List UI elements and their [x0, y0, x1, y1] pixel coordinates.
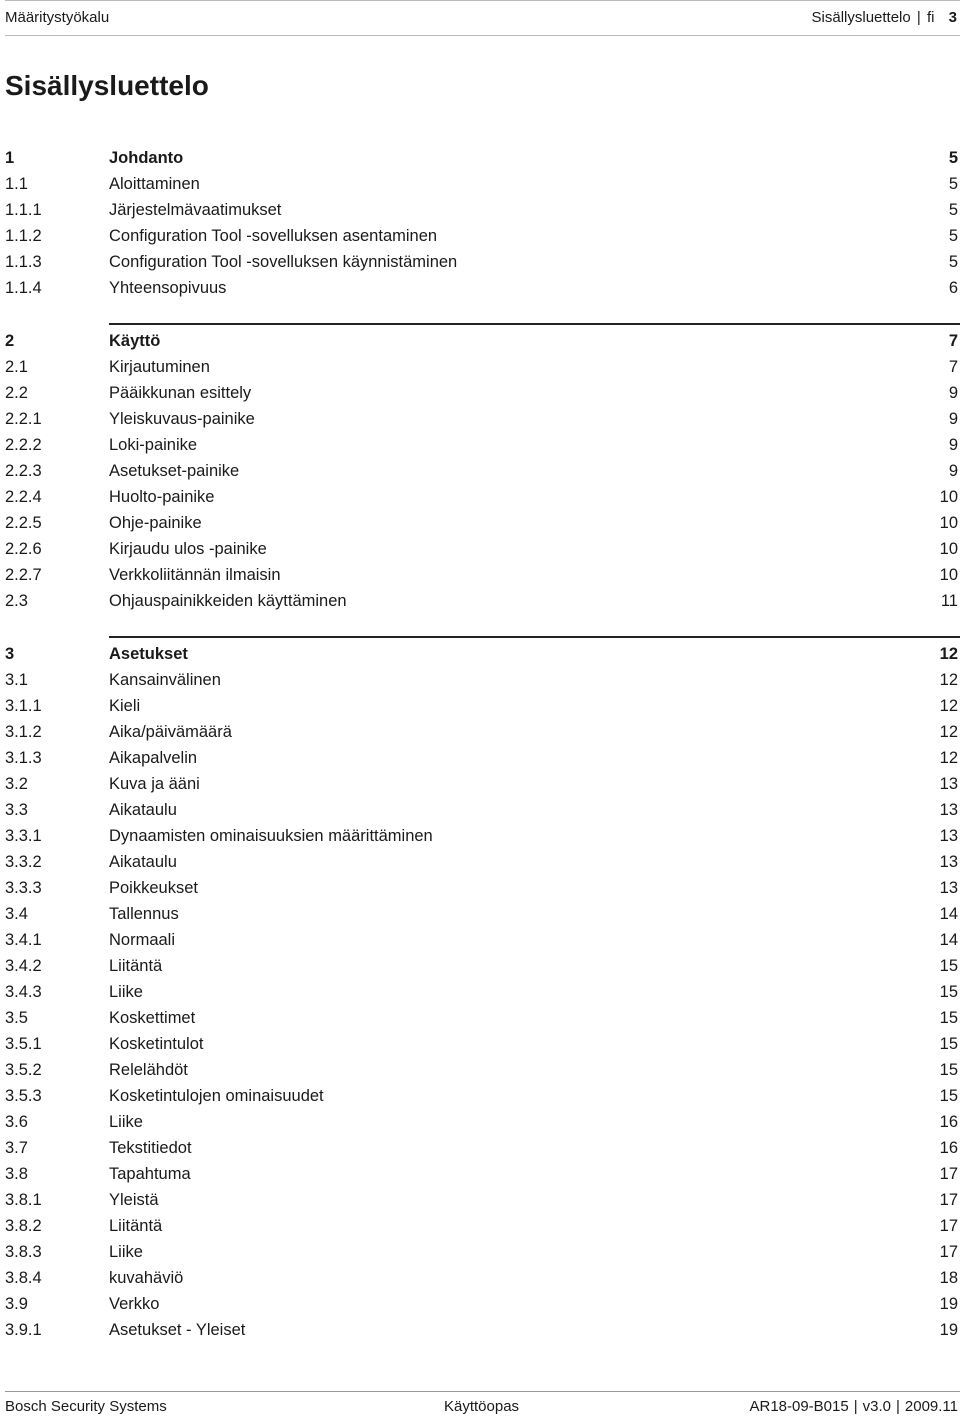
toc-entry-page: 15 [939, 1061, 958, 1079]
toc-entry-title: Yleistä [109, 1191, 159, 1209]
toc-entry-title: kuvahäviö [109, 1269, 184, 1287]
toc-entry-page: 16 [939, 1139, 958, 1157]
toc-entry-page: 14 [939, 905, 958, 923]
toc-entry-page: 7 [948, 332, 958, 350]
toc-entry-page: 5 [948, 149, 958, 167]
toc-entry-page: 9 [948, 436, 958, 454]
toc-entry-page: 15 [939, 983, 958, 1001]
toc-entry-page: 15 [939, 1087, 958, 1105]
toc-entry-number: 1 [5, 149, 15, 167]
toc-entry-title: Tapahtuma [109, 1165, 191, 1183]
toc-entry-title: Tekstitiedot [109, 1139, 192, 1157]
toc-entry-number: 2.2.3 [5, 462, 42, 480]
toc-entry-title: Liitäntä [109, 1217, 163, 1235]
toc-entry-title: Asetukset-painike [109, 462, 240, 480]
toc-entry-page: 17 [939, 1243, 958, 1261]
toc-entry[interactable] [5, 536, 960, 562]
page-title: Sisällysluettelo [5, 70, 209, 101]
toc-chapter-heading[interactable] [5, 145, 960, 171]
footer-company: Bosch Security Systems [5, 1398, 167, 1415]
toc-entry-number: 3.9.1 [5, 1321, 42, 1339]
toc-entry[interactable] [5, 745, 960, 771]
toc-entry-number: 1.1.2 [5, 227, 42, 245]
toc-entry-page: 12 [939, 671, 958, 689]
toc-entry-title: Asetukset [109, 645, 188, 663]
toc-entry-number: 3.9 [5, 1295, 28, 1313]
toc-entry[interactable] [5, 223, 960, 249]
toc-entry[interactable] [5, 1031, 960, 1057]
toc-entry-title: Asetukset - Yleiset [109, 1321, 246, 1339]
toc-entry[interactable] [5, 562, 960, 588]
toc-entry-page: 15 [939, 1035, 958, 1053]
toc-entry-title: Configuration Tool -sovelluksen käynnistäminen [109, 253, 458, 271]
toc-entry-number: 3.4.1 [5, 931, 42, 949]
toc-entry-number: 3.5.1 [5, 1035, 42, 1053]
toc-entry[interactable] [5, 719, 960, 745]
toc-entry-number: 3.2 [5, 775, 28, 793]
toc-entry[interactable] [5, 1187, 960, 1213]
header-chapter: Sisällysluettelo [811, 9, 911, 26]
toc-entry-page: 13 [939, 879, 958, 897]
toc-entry-page: 10 [939, 566, 958, 584]
toc-entry-title: Verkkoliitännän ilmaisin [109, 566, 281, 584]
toc-entry-title: Huolto-painike [109, 488, 215, 506]
toc-entry[interactable] [5, 354, 960, 380]
toc-entry[interactable] [5, 1109, 960, 1135]
toc-entry[interactable] [5, 1083, 960, 1109]
toc-entry-number: 3 [5, 645, 15, 663]
toc-entry-title: Dynaamisten ominaisuuksien määrittäminen [109, 827, 433, 845]
toc-entry-title: Kirjautuminen [109, 358, 210, 376]
toc-chapter-1 [5, 145, 960, 301]
footer-doc-id: AR18-09-B015 [749, 1398, 849, 1415]
toc-entry-number: 2.3 [5, 592, 28, 610]
toc-entry-number: 3.7 [5, 1139, 28, 1157]
toc-entry[interactable] [5, 432, 960, 458]
header-language: fi [926, 9, 935, 26]
toc-entry-page: 16 [939, 1113, 958, 1131]
toc-entry[interactable] [5, 380, 960, 406]
toc-entry[interactable] [5, 197, 960, 223]
toc-entry[interactable] [5, 275, 960, 301]
toc-entry-number: 3.1.2 [5, 723, 42, 741]
toc-entry-page: 9 [948, 384, 958, 402]
toc-entry-title: Liitäntä [109, 957, 163, 975]
toc-entry[interactable] [5, 1057, 960, 1083]
toc-entry-page: 6 [948, 279, 958, 297]
toc-entry-title: Kuva ja ääni [109, 775, 200, 793]
toc-entry[interactable] [5, 458, 960, 484]
footer-version: v3.0 [862, 1398, 891, 1415]
table-of-contents [5, 145, 960, 1365]
toc-entry-number: 3.1.3 [5, 749, 42, 767]
toc-entry-page: 17 [939, 1165, 958, 1183]
toc-entry-page: 7 [948, 358, 958, 376]
toc-entry-number: 2.2.6 [5, 540, 42, 558]
toc-entry-page: 5 [948, 201, 958, 219]
toc-entry[interactable] [5, 693, 960, 719]
toc-entry-title: Liike [109, 1243, 143, 1261]
toc-entry[interactable] [5, 406, 960, 432]
toc-entry[interactable] [5, 953, 960, 979]
toc-entry-number: 2.2 [5, 384, 28, 402]
toc-entry-title: Aloittaminen [109, 175, 200, 193]
toc-entry-page: 14 [939, 931, 958, 949]
toc-entry-number: 3.8.4 [5, 1269, 42, 1287]
toc-entry[interactable] [5, 249, 960, 275]
toc-entry[interactable] [5, 1239, 960, 1265]
toc-entry-title: Aikapalvelin [109, 749, 198, 767]
header-right [812, 1, 957, 34]
toc-entry-page: 17 [939, 1217, 958, 1235]
toc-entry-number: 2 [5, 332, 15, 350]
toc-entry[interactable] [5, 901, 960, 927]
toc-entry-number: 2.2.5 [5, 514, 42, 532]
toc-entry-number: 3.3.2 [5, 853, 42, 871]
toc-entry-title: Aikataulu [109, 801, 177, 819]
toc-entry-title: Aika/päivämäärä [109, 723, 232, 741]
toc-entry-title: Loki-painike [109, 436, 198, 454]
toc-chapter-heading[interactable] [5, 641, 960, 667]
toc-entry-number: 2.1 [5, 358, 28, 376]
toc-entry-number: 3.8 [5, 1165, 28, 1183]
header-separator: | [916, 9, 921, 26]
toc-entry-number: 2.2.7 [5, 566, 42, 584]
toc-entry-page: 10 [939, 540, 958, 558]
toc-entry-title: Verkko [109, 1295, 160, 1313]
toc-entry-page: 13 [939, 827, 958, 845]
toc-entry-page: 12 [939, 645, 958, 663]
toc-entry-page: 12 [939, 697, 958, 715]
toc-entry-number: 2.2.4 [5, 488, 42, 506]
toc-entry-title: Ohjauspainikkeiden käyttäminen [109, 592, 347, 610]
toc-entry-page: 5 [948, 253, 958, 271]
toc-entry[interactable] [5, 875, 960, 901]
toc-entry-number: 3.8.3 [5, 1243, 42, 1261]
toc-entry-title: Ohje-painike [109, 514, 202, 532]
toc-entry-page: 10 [939, 488, 958, 506]
toc-entry-title: Järjestelmävaatimukset [109, 201, 282, 219]
toc-entry-page: 15 [939, 957, 958, 975]
toc-entry-page: 19 [939, 1321, 958, 1339]
toc-entry-page: 11 [940, 592, 958, 610]
toc-entry-title: Pääikkunan esittely [109, 384, 252, 402]
toc-entry-page: 5 [948, 227, 958, 245]
toc-entry-title: Johdanto [109, 149, 184, 167]
toc-entry-title: Koskettimet [109, 1009, 196, 1027]
toc-entry-number: 3.1.1 [5, 697, 42, 715]
toc-entry-title: Kirjaudu ulos -painike [109, 540, 267, 558]
toc-entry-number: 1.1.3 [5, 253, 42, 271]
toc-entry-number: 2.2.1 [5, 410, 42, 428]
toc-entry-page: 18 [939, 1269, 958, 1287]
toc-entry[interactable] [5, 1317, 960, 1343]
toc-entry[interactable] [5, 1291, 960, 1317]
header-product: Määritystyökalu [5, 9, 110, 26]
toc-entry-page: 13 [939, 853, 958, 871]
toc-entry-title: Relelähdöt [109, 1061, 188, 1079]
toc-entry-page: 13 [939, 775, 958, 793]
toc-entry-title: Configuration Tool -sovelluksen asentaminen [109, 227, 438, 245]
toc-entry-page: 12 [939, 723, 958, 741]
toc-entry-title: Liike [109, 1113, 143, 1131]
toc-entry-title: Kieli [109, 697, 141, 715]
toc-entry-number: 1.1 [5, 175, 28, 193]
toc-entry-title: Normaali [109, 931, 176, 949]
toc-entry-number: 3.4 [5, 905, 28, 923]
toc-entry-number: 3.6 [5, 1113, 28, 1131]
toc-entry[interactable] [5, 510, 960, 536]
toc-entry[interactable] [5, 484, 960, 510]
toc-entry-title: Kosketintulojen ominaisuudet [109, 1087, 324, 1105]
toc-entry-title: Kansainvälinen [109, 671, 221, 689]
toc-entry-title: Tallennus [109, 905, 179, 923]
toc-entry-title: Liike [109, 983, 143, 1001]
toc-entry[interactable] [5, 1265, 960, 1291]
toc-entry-page: 15 [939, 1009, 958, 1027]
toc-chapter-2 [5, 323, 960, 614]
toc-entry-number: 3.1 [5, 671, 28, 689]
toc-entry-number: 3.3.3 [5, 879, 42, 897]
toc-entry-title: Aikataulu [109, 853, 177, 871]
toc-entry-number: 3.8.2 [5, 1217, 42, 1235]
toc-entry-number: 3.5 [5, 1009, 28, 1027]
toc-entry-page: 5 [948, 175, 958, 193]
toc-entry-number: 3.5.3 [5, 1087, 42, 1105]
toc-entry-page: 9 [948, 462, 958, 480]
toc-entry-number: 1.1.4 [5, 279, 42, 297]
toc-entry-number: 3.4.3 [5, 983, 42, 1001]
toc-entry-number: 3.8.1 [5, 1191, 42, 1209]
toc-entry-page: 10 [939, 514, 958, 532]
page-header [5, 0, 960, 36]
toc-entry-page: 19 [939, 1295, 958, 1313]
toc-entry-number: 3.5.2 [5, 1061, 42, 1079]
toc-entry-title: Yhteensopivuus [109, 279, 227, 297]
toc-entry[interactable] [5, 1135, 960, 1161]
toc-entry[interactable] [5, 927, 960, 953]
footer-date: 2009.11 [904, 1398, 958, 1415]
toc-entry-page: 13 [939, 801, 958, 819]
toc-entry[interactable] [5, 1161, 960, 1187]
toc-chapter-3 [5, 636, 960, 1343]
toc-entry[interactable] [5, 1213, 960, 1239]
toc-entry-title: Yleiskuvaus-painike [109, 410, 255, 428]
toc-entry-number: 1.1.1 [5, 201, 42, 219]
toc-entry-page: 12 [939, 749, 958, 767]
header-page-number: 3 [948, 9, 957, 26]
toc-entry[interactable] [5, 979, 960, 1005]
footer-doc-info: AR18-09-B015 | v3.0 | 2009.11 [749, 1398, 958, 1415]
toc-entry[interactable] [5, 588, 960, 614]
toc-entry-number: 3.3.1 [5, 827, 42, 845]
toc-entry[interactable] [5, 797, 960, 823]
toc-entry-number: 3.4.2 [5, 957, 42, 975]
toc-chapter-heading[interactable] [5, 328, 960, 354]
toc-entry-number: 2.2.2 [5, 436, 42, 454]
toc-entry-page: 9 [948, 410, 958, 428]
toc-entry-title: Kosketintulot [109, 1035, 204, 1053]
page-footer [5, 1391, 960, 1419]
toc-entry[interactable] [5, 849, 960, 875]
toc-entry-title: Poikkeukset [109, 879, 198, 897]
footer-doc-type: Käyttöopas [444, 1398, 520, 1415]
toc-entry-title: Käyttö [109, 332, 161, 350]
toc-entry-number: 3.3 [5, 801, 28, 819]
toc-entry[interactable] [5, 171, 960, 197]
toc-entry[interactable] [5, 667, 960, 693]
toc-entry[interactable] [5, 823, 960, 849]
toc-entry[interactable] [5, 1005, 960, 1031]
toc-entry[interactable] [5, 771, 960, 797]
toc-entry-page: 17 [939, 1191, 958, 1209]
